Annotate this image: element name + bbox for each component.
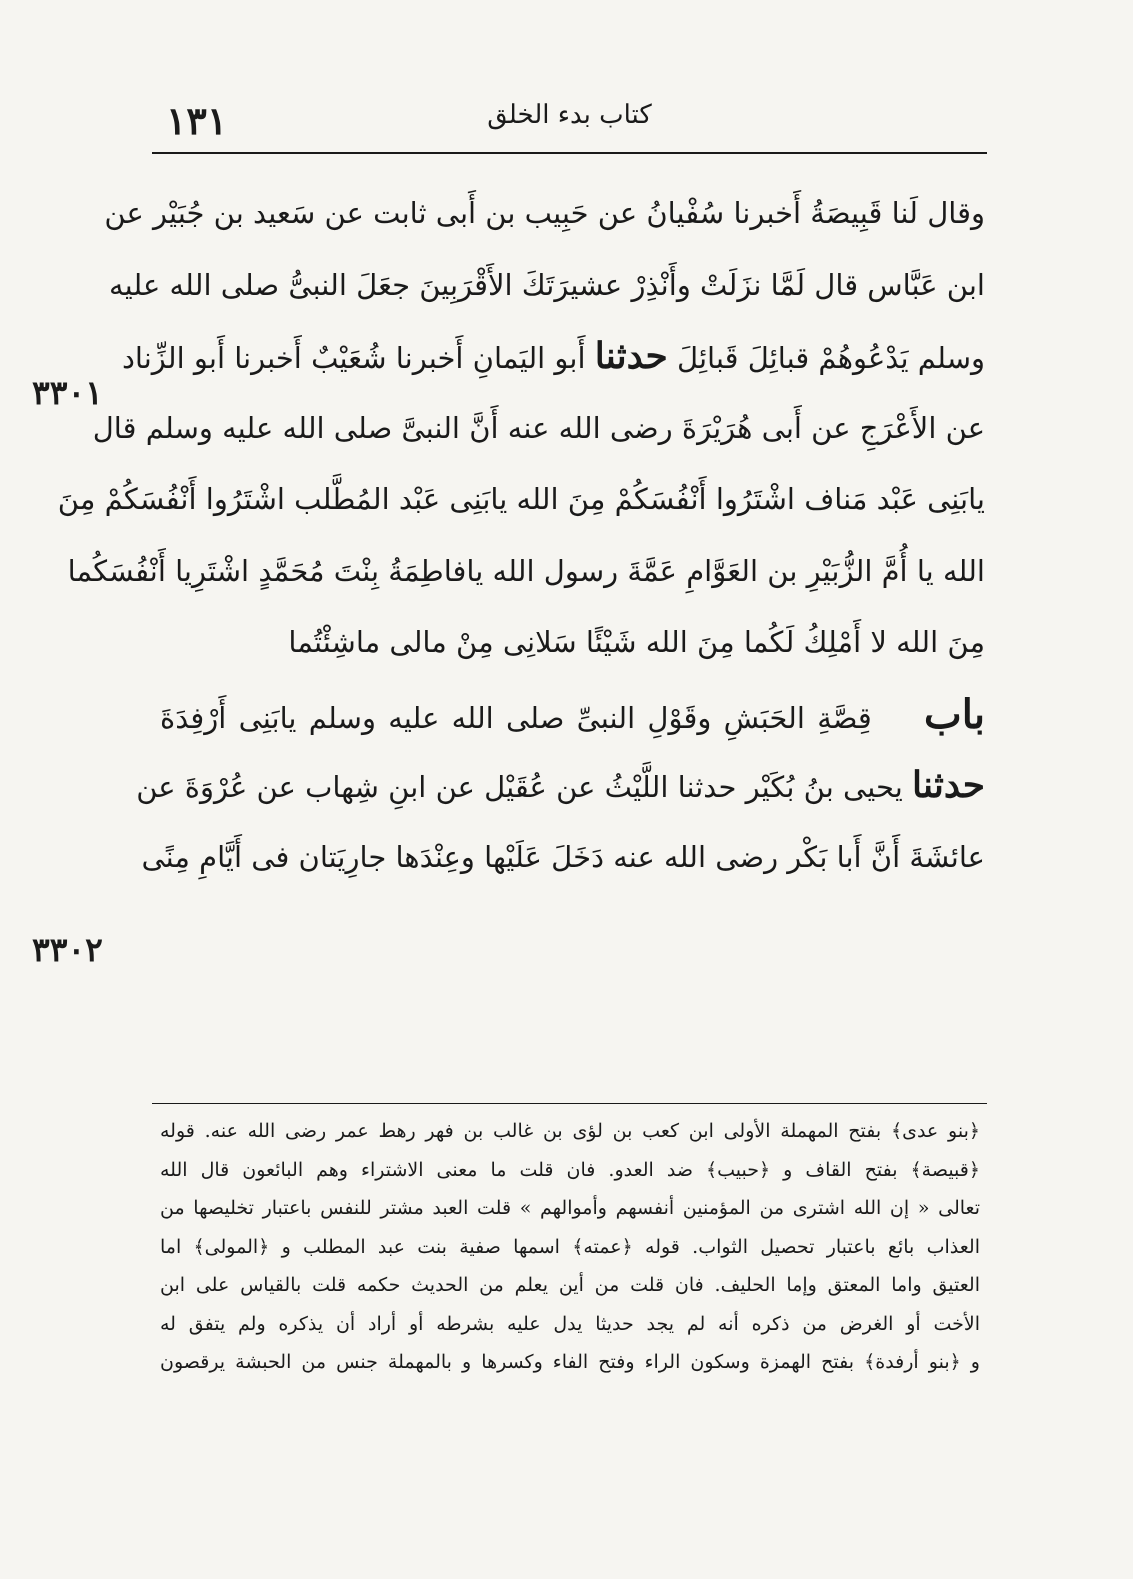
text-line (136, 750, 985, 822)
footnote-line: العذاب بائع باعتبار تحصيل الثواب. قوله ﴿عمته﴾ اسمها صفية بنت عبد المطلب و ﴿المولى﴾ اما (160, 1235, 980, 1258)
footnote-line: الأخت أو الغرض من ذكره أنه لم يجد حديثا يدل عليه بشرطه أو أراد أن يذكره ولم يتفق له (160, 1312, 980, 1335)
text-segment: وسلم يَدْعُوهُمْ قبائِلَ قَبائِلَ (677, 341, 985, 375)
footnote-line: تعالى « إن الله اشترى من المؤمنين أنفسهم وأموالهم » قلت العبد مشتر للنفس باعتبار تخليصها من (160, 1197, 980, 1219)
text-line: عائشَةَ أَنَّ أَبا بَكْر رضى الله عنه دَخَلَ عَلَيْها وعِنْدَها جارِيَتان فى أَيَّامِ مِنًى (141, 839, 985, 874)
hadith-number: ٣٣٠٢ (32, 930, 103, 969)
hadith-number: ٣٣٠١ (32, 373, 103, 412)
footnote-line: العتيق واما المعتق وإما الحليف. فان قلت من أين يعلم من الحديث حكمه قلت بالقياس على ابن (160, 1274, 980, 1296)
text-line (121, 321, 985, 393)
footnote-line: ﴿بنو عدى﴾ بفتح المهملة الأولى ابن كعب بن لؤى بن غالب بن فهر رهط عمر رضى الله عنه. قوله (160, 1120, 980, 1142)
text-line: الله يا أُمَّ الزُّبَيْرِ بن العَوَّامِ عَمَّةَ رسول الله يافاطِمَةُ بِنْتَ مُحَمَّدٍ اشْتَرِيا أَنْفُسَكُما (67, 553, 985, 588)
footnote-line: و ﴿بنو أرفدة﴾ بفتح الهمزة وسكون الراء وفتح الفاء وكسرها و بالمهملة جنس من الحبشة يرقصون (160, 1351, 980, 1373)
page-header (152, 92, 987, 154)
text-line: مِنَ الله لا أَمْلِكُ لَكُما مِنَ الله شَيْئًا سَلانِى مِنْ مالى ماشِئْتُما (288, 625, 985, 659)
page-number: ١٣١ (166, 98, 228, 143)
running-title: كتاب بدء الخلق (487, 100, 652, 130)
text-segment: أَبو اليَمانِ أَخبرنا شُعَيْبٌ أَخبرنا أَبو الزِّناد (121, 341, 586, 375)
chapter-title: قِصَّةِ الحَبَشِ وقَوْلِ النبىِّ صلى الله عليه وسلم يابَنِى أَرْفِدَةَ (160, 700, 872, 735)
footnote-line: ﴿قبيصة﴾ بفتح القاف و ﴿حبيب﴾ ضد العدو. فان قلت ما معنى الاشتراء وهم البائعون قال الله (160, 1158, 980, 1181)
text-line: ابن عَبَّاس قال لَمَّا نزَلَتْ وأَنْذِرْ عشيرَتَكَ الأَقْرَبِينَ جعَلَ النبىُّ صلى الله عليه (109, 267, 985, 302)
text-line: يابَنِى عَبْد مَناف اشْتَرُوا أَنْفُسَكُمْ مِنَ الله يابَنِى عَبْد المُطَّلب اشْتَرُوا أَنْفُسَكُمْ مِنَ (57, 482, 985, 516)
footnote-rule (152, 1103, 987, 1104)
text-segment: يحيى بنُ بُكَيْر حدثنا اللَّيْثُ عن عُقَيْل عن ابنِ شِهاب عن عُرْوَةَ عن (136, 770, 903, 804)
chapter-heading-line (160, 679, 985, 751)
haddathana-keyword: حدثنا (594, 335, 668, 377)
text-line: وقال لَنا قَبِيصَةُ أَخبرنا سُفْيانُ عن حَبِيب بن أَبى ثابت عن سَعيد بن جُبَيْر عن (104, 196, 985, 230)
bab-heading-word: باب (924, 690, 986, 738)
text-line: عن الأَعْرَجِ عن أَبى هُرَيْرَةَ رضى الله عنه أَنَّ النبىَّ صلى الله عليه وسلم قال (92, 410, 985, 445)
footnotes (160, 1112, 980, 1382)
header-rule (152, 152, 987, 154)
haddathana-keyword: حدثنا (911, 764, 985, 806)
